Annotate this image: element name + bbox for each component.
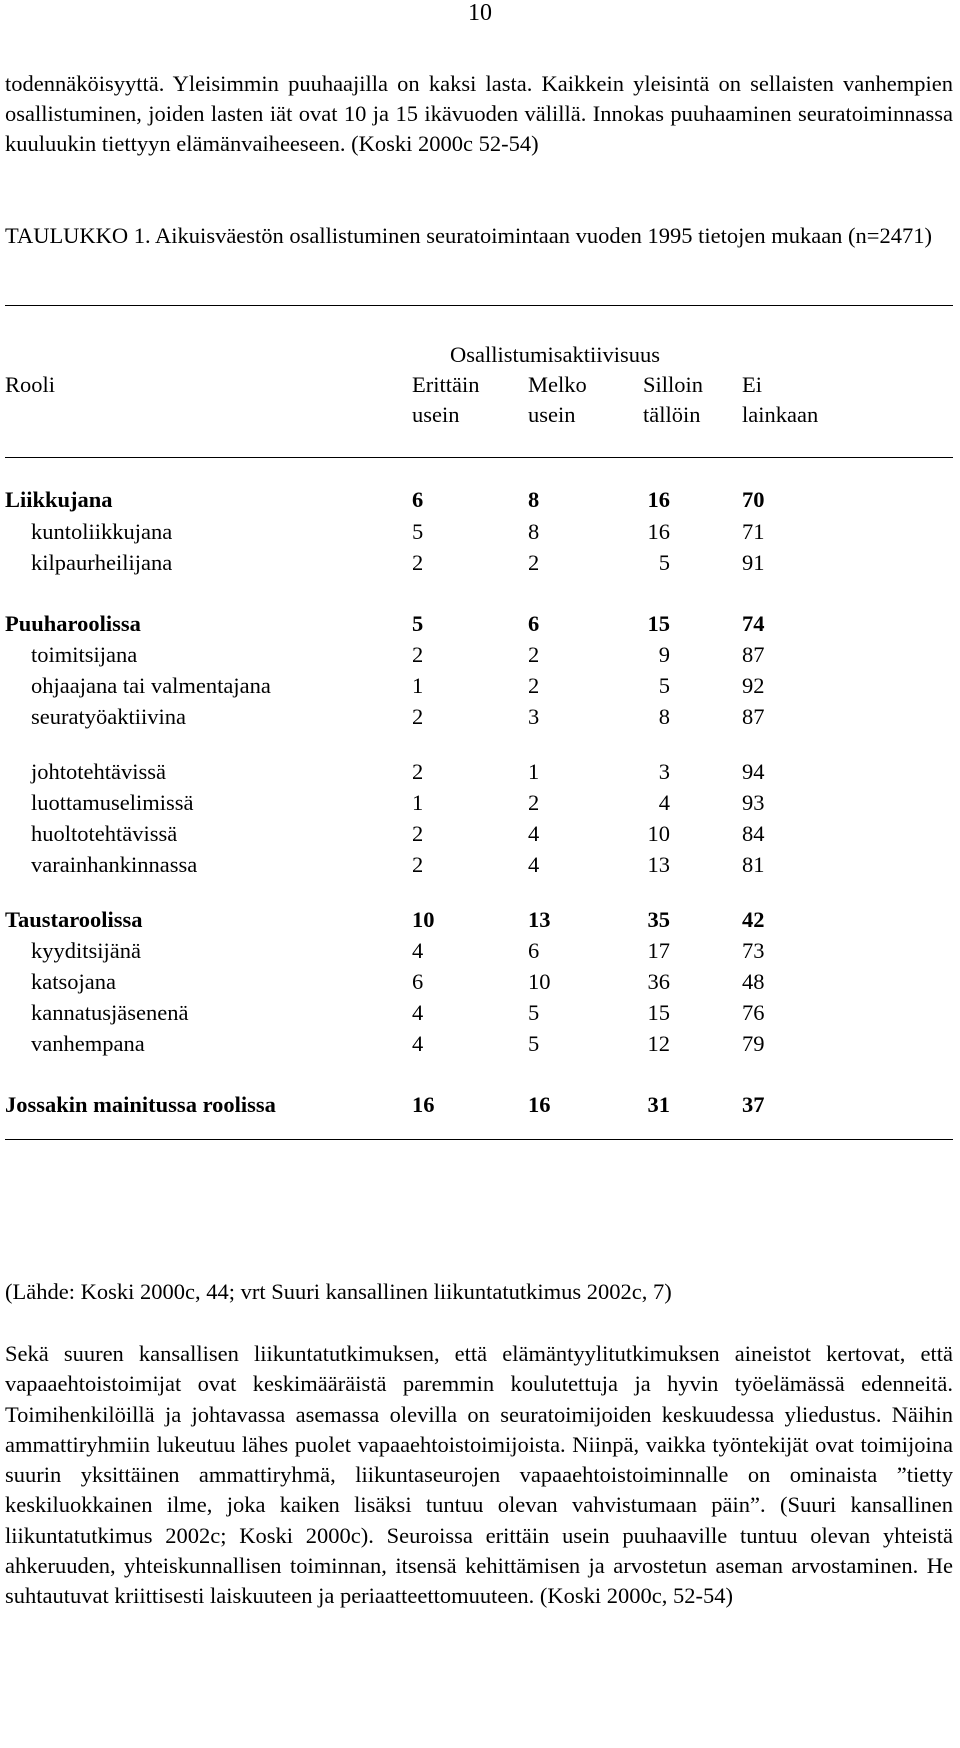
table-cell: 2 [412, 704, 424, 729]
table-cell: 35 [647, 907, 670, 932]
closing-paragraph: Sekä suuren kansallisen liikuntatutkimuksen, että elämäntyylitutkimuksen aineistot kertovat, että vapaaehtoistoimijat ovat keskimääräistä paremmin koulutettuja ja hyvin työelämässä edenneitä. Toimihenkilöillä ja johtavassa asemassa olevilla on seuratoimijoiden keskuudessa yliedustus. Näihin ammattiryhmiin lukeutuu lähes puolet vapaaehtoistoimijoista. Niinpä, vaikka työntekijät ovat toimijoina suurin yksittäinen ammattiryhmä, liikuntaseurojen vapaaehtoistoiminnalle on ominaista ”tietty keskiluokkainen ilme, joka kaiken lisäksi tuntuu olevan vahvistumaan päin”. (Suuri kansallinen liikuntatutkimus 2002c; Koski 2000c). Seuroissa erittäin usein puuhaaville tuntuu olevan yhteistä ahkeruuden, yhteiskunnallisen toiminnan, itsensä kehittämisen ja arvostetun aseman arvostaminen. He suhtautuvat kriittisesti laiskuuteen ja periaatteettomuuteen. (Koski 2000c, 52-54) [5, 1341, 953, 1609]
table-cell: 3 [658, 759, 670, 784]
table-title: TAULUKKO 1. Aikuisväestön osallistuminen seuratoimintaan vuoden 1995 tietojen mukaan (n=2471) [5, 223, 932, 248]
table-cell: 37 [742, 1092, 765, 1117]
group-header: Osallistumisaktiivisuus [450, 342, 661, 367]
table-cell: 12 [647, 1031, 670, 1056]
table-row-label: ohjaajana tai valmentajana [31, 673, 271, 698]
table-cell: 6 [412, 487, 424, 512]
table-cell: 16 [528, 1092, 551, 1117]
table-cell: 73 [742, 938, 765, 963]
table-cell: 8 [528, 519, 540, 544]
table-cell: 91 [742, 550, 765, 575]
table-cell: 10 [528, 969, 551, 994]
table-cell: 87 [742, 642, 765, 667]
table-cell: 2 [528, 550, 540, 575]
table-row-label: varainhankinnassa [31, 852, 198, 877]
table-cell: 2 [528, 790, 540, 815]
table-cell: 4 [528, 821, 540, 846]
table-row-label: katsojana [31, 969, 116, 994]
table-cell: 70 [742, 487, 765, 512]
table-cell: 15 [647, 611, 670, 636]
table-cell: 42 [742, 907, 765, 932]
col-header-melko-usein-line2: usein [528, 402, 576, 427]
col-header-melko-usein-line1: Melko [528, 372, 587, 397]
table-cell: 16 [647, 519, 670, 544]
table-cell: 93 [742, 790, 765, 815]
table-cell: 76 [742, 1000, 765, 1025]
table-cell: 10 [412, 907, 435, 932]
page-number: 10 [468, 0, 492, 26]
col-header-ei-lainkaan-line2: lainkaan [742, 402, 819, 427]
table-cell: 4 [658, 790, 670, 815]
table-cell: 5 [658, 673, 670, 698]
intro-paragraph: todennäköisyyttä. Yleisimmin puuhaajilla on kaksi lasta. Kaikkein yleisintä on sellaisten vanhempien osallistuminen, joiden lasten iät ovat 10 ja 15 ikävuoden välillä. Innokas puuhaaminen seuratoiminnassa kuuluukin tiettyyn elämänvaiheeseen. (Koski 2000c 52-54) [5, 71, 953, 156]
table-cell: 5 [528, 1000, 540, 1025]
table-cell: 1 [412, 673, 424, 698]
table-cell: 5 [412, 519, 424, 544]
table-cell: 4 [412, 1000, 424, 1025]
table-source: (Lähde: Koski 2000c, 44; vrt Suuri kansallinen liikuntatutkimus 2002c, 7) [5, 1279, 672, 1304]
table-cell: 6 [412, 969, 424, 994]
table-row-label: kyyditsijänä [31, 938, 141, 963]
table-row-label: luottamuselimissä [31, 790, 194, 815]
table-cell: 1 [528, 759, 540, 784]
table-row-label: Taustaroolissa [5, 907, 143, 932]
table-cell: 16 [647, 487, 670, 512]
table-cell: 84 [742, 821, 765, 846]
col-header-ei-lainkaan-line1: Ei [742, 372, 762, 397]
table-cell: 5 [412, 611, 424, 636]
table-row-label: seuratyöaktiivina [31, 704, 186, 729]
table-row-label: kuntoliikkujana [31, 519, 173, 544]
table-cell: 8 [528, 487, 540, 512]
table-cell: 5 [528, 1031, 540, 1056]
table-cell: 6 [528, 611, 540, 636]
table-cell: 13 [528, 907, 551, 932]
table-cell: 15 [647, 1000, 670, 1025]
table-row-label: vanhempana [31, 1031, 145, 1056]
table-cell: 16 [412, 1092, 435, 1117]
table-row-label: kannatusjäsenenä [31, 1000, 189, 1025]
table-cell: 36 [647, 969, 670, 994]
table-cell: 92 [742, 673, 765, 698]
table-cell: 31 [647, 1092, 670, 1117]
table-cell: 2 [412, 550, 424, 575]
table-cell: 5 [658, 550, 670, 575]
table-row-label: Puuharoolissa [5, 611, 141, 636]
table-row-label: Jossakin mainitussa roolissa [5, 1092, 276, 1117]
table-bottom-rule [5, 1139, 953, 1140]
table-row-label: kilpaurheilijana [31, 550, 173, 575]
table-cell: 87 [742, 704, 765, 729]
table-cell: 4 [412, 1031, 424, 1056]
role-header: Rooli [5, 372, 56, 397]
table-cell: 2 [528, 642, 540, 667]
table-cell: 71 [742, 519, 765, 544]
table-top-rule [5, 305, 953, 306]
table-cell: 8 [658, 704, 670, 729]
table-cell: 3 [528, 704, 540, 729]
table-cell: 81 [742, 852, 765, 877]
table-cell: 6 [528, 938, 540, 963]
table-cell: 4 [412, 938, 424, 963]
col-header-erittain-usein-line1: Erittäin [412, 372, 480, 397]
table-cell: 2 [412, 852, 424, 877]
table-cell: 2 [528, 673, 540, 698]
table-cell: 94 [742, 759, 765, 784]
table-row-label: huoltotehtävissä [31, 821, 178, 846]
table-cell: 4 [528, 852, 540, 877]
table-cell: 74 [742, 611, 765, 636]
table-cell: 10 [647, 821, 670, 846]
col-header-silloin-tallin-line2: tällöin [643, 402, 701, 427]
col-header-erittain-usein-line2: usein [412, 402, 460, 427]
table-cell: 17 [647, 938, 670, 963]
table-cell: 2 [412, 642, 424, 667]
col-header-silloin-tallin-line1: Silloin [643, 372, 704, 397]
table-cell: 48 [742, 969, 765, 994]
table-cell: 2 [412, 821, 424, 846]
table-cell: 9 [658, 642, 670, 667]
table-row-label: johtotehtävissä [31, 759, 166, 784]
table-header-rule [5, 457, 953, 458]
table-cell: 79 [742, 1031, 765, 1056]
table-cell: 13 [647, 852, 670, 877]
table-cell: 1 [412, 790, 424, 815]
table-cell: 2 [412, 759, 424, 784]
table-row-label: Liikkujana [5, 487, 113, 512]
table-row-label: toimitsijana [31, 642, 138, 667]
